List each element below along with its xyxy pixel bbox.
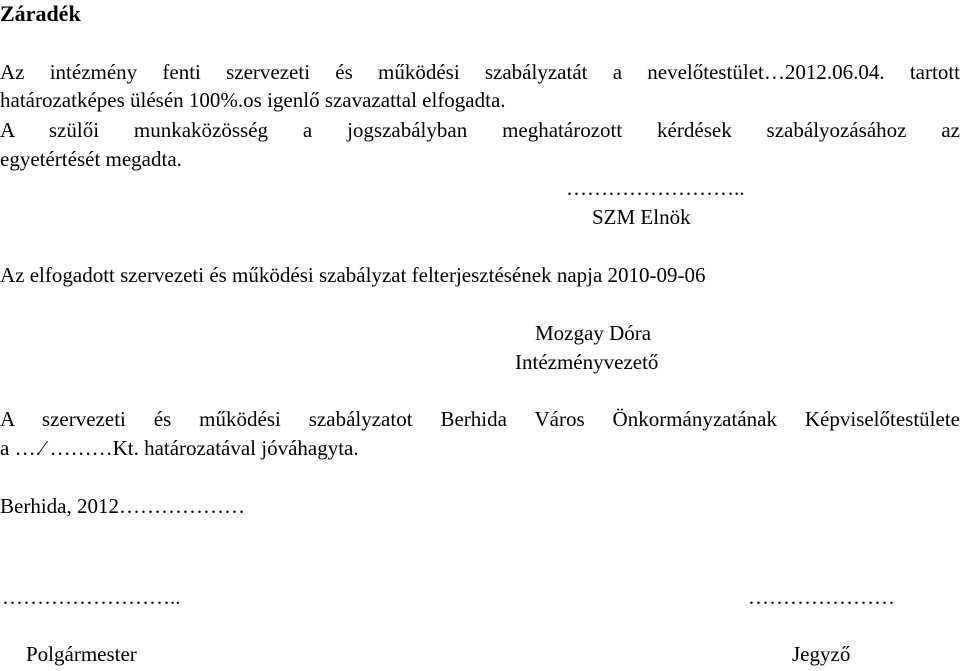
- director-name: Mozgay Dóra: [535, 321, 652, 345]
- szm-signature-title: SZM Elnök: [592, 205, 691, 229]
- submission-date-text: Az elfogadott szervezeti és működési szabályzat felterjesztésének napja 2010-09-06: [0, 263, 706, 287]
- parents-paragraph-line-1: A szülői munkaközösség a jogszabályban meghatározott kérdések szabályozásához az: [0, 118, 960, 142]
- mayor-title: Polgármester: [26, 642, 137, 666]
- approval-municipal-line-1: A szervezeti és működési szabályzatot Berhida Város Önkormányzatának Képviselőtestülete: [0, 407, 960, 431]
- szm-signature-line: ……………………..: [566, 176, 745, 200]
- notary-title: Jegyző: [792, 642, 851, 666]
- notary-signature-line: …………………: [748, 585, 895, 609]
- heading: Záradék: [0, 1, 81, 26]
- approval-paragraph-line-1: Az intézmény fenti szervezeti és működési szabályzatát a nevelőtestület…2012.06.04. tartott: [0, 60, 960, 84]
- director-title: Intézményvezető: [515, 350, 659, 374]
- approval-paragraph-line-2: határozatképes ülésén 100%.os igenlő szavazattal elfogadta.: [0, 88, 506, 112]
- parents-paragraph-line-2: egyetértését megadta.: [0, 147, 182, 171]
- place-and-date: Berhida, 2012………………: [0, 494, 245, 518]
- approval-municipal-line-2: a ….⁄ ………Kt. határozatával jóváhagyta.: [0, 436, 359, 460]
- mayor-signature-line: ……………………..: [2, 585, 181, 609]
